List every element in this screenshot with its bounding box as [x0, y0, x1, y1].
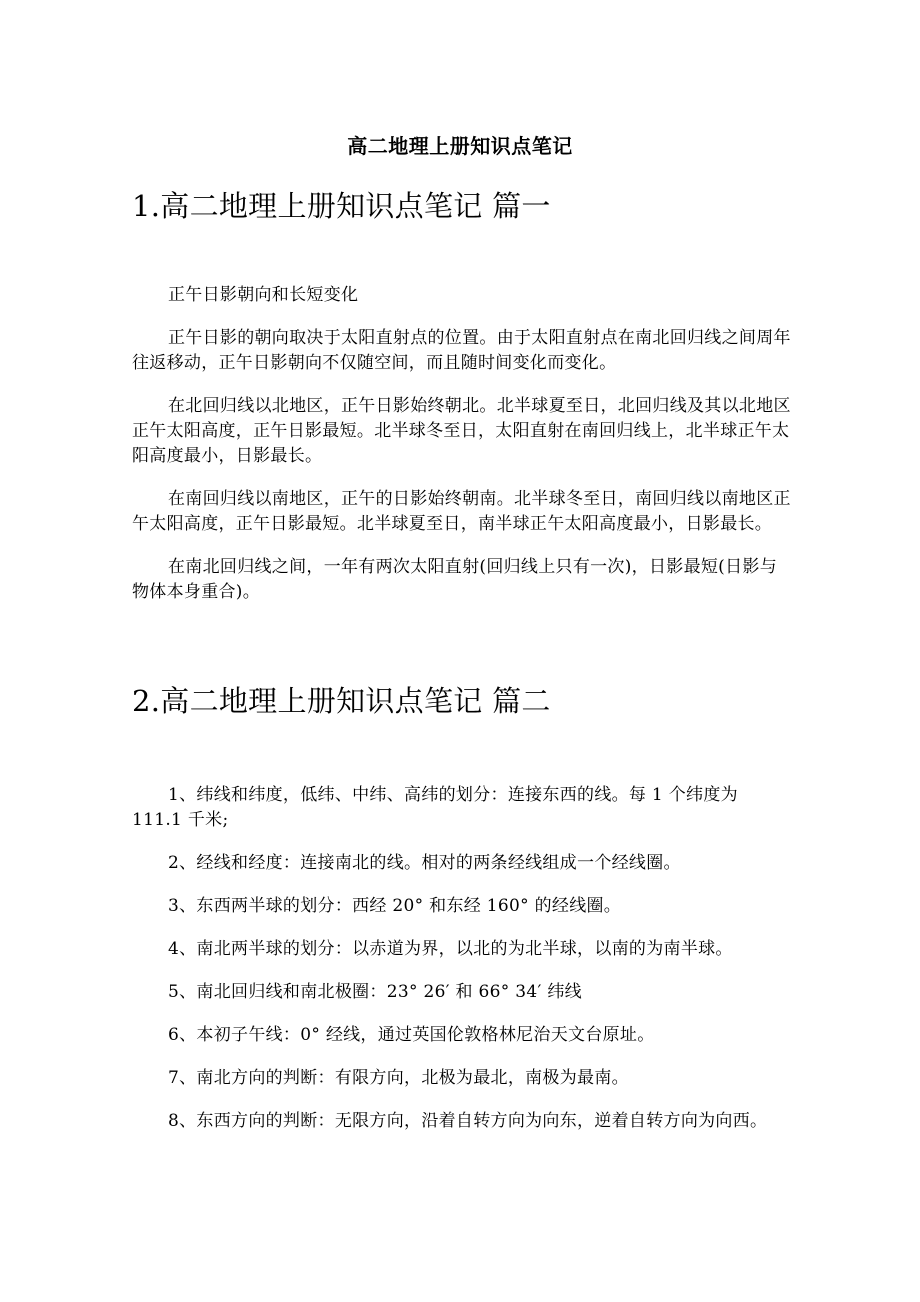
- section-2-list-item: 5、南北回归线和南北极圈：23° 26′ 和 66° 34′ 纬线: [168, 982, 582, 1002]
- section-2-list-item: 6、本初子午线：0° 经线，通过英国伦敦格林尼治天文台原址。: [168, 1025, 655, 1045]
- section-2-list-item: 4、南北两半球的划分：以赤道为界，以北的为北半球，以南的为南半球。: [168, 939, 733, 959]
- section-1-paragraph: 在南北回归线之间，一年有两次太阳直射(回归线上只有一次)，日影最短(日影与物体本身重合)。: [132, 557, 777, 602]
- section-2-list-item: 2、经线和经度：连接南北的线。相对的两条经线组成一个经线圈。: [168, 853, 681, 873]
- section-1-paragraph: 在南回归线以南地区，正午的日影始终朝南。北半球冬至日，南回归线以南地区正午太阳高度，正午日影最短。北半球夏至日，南半球正午太阳高度最小，日影最长。: [132, 489, 791, 534]
- section-1-paragraph: 在北回归线以北地区，正午日影始终朝北。北半球夏至日，北回归线及其以北地区正午太阳高度，正午日影最短。北半球冬至日，太阳直射在南回归线上，北半球正午太阳高度最小，日影最长。: [132, 396, 791, 466]
- document-title: 高二地理上册知识点笔记: [347, 134, 573, 158]
- section-2-list-item: 1、纬线和纬度，低纬、中纬、高纬的划分：连接东西的线。每 1 个纬度为 111.1 千米;: [132, 785, 738, 830]
- section-1-heading: 1.高二地理上册知识点笔记 篇一: [132, 189, 551, 223]
- section-2-list-item: 7、南北方向的判断：有限方向，北极为最北，南极为最南。: [168, 1068, 629, 1088]
- section-1-subtitle: 正午日影朝向和长短变化: [168, 285, 359, 305]
- section-2-heading: 2.高二地理上册知识点笔记 篇二: [132, 684, 551, 718]
- section-2: [132, 681, 792, 1152]
- section-2-list-item: 3、东西两半球的划分：西经 20° 和东经 160° 的经线圈。: [168, 896, 622, 916]
- section-2-list-item: 8、东西方向的判断：无限方向，沿着自转方向为向东，逆着自转方向为向西。: [168, 1111, 768, 1131]
- section-1: [132, 186, 792, 623]
- section-1-paragraph: 正午日影的朝向取决于太阳直射点的位置。由于太阳直射点在南北回归线之间周年往返移动，正午日影朝向不仅随空间，而且随时间变化而变化。: [132, 328, 791, 373]
